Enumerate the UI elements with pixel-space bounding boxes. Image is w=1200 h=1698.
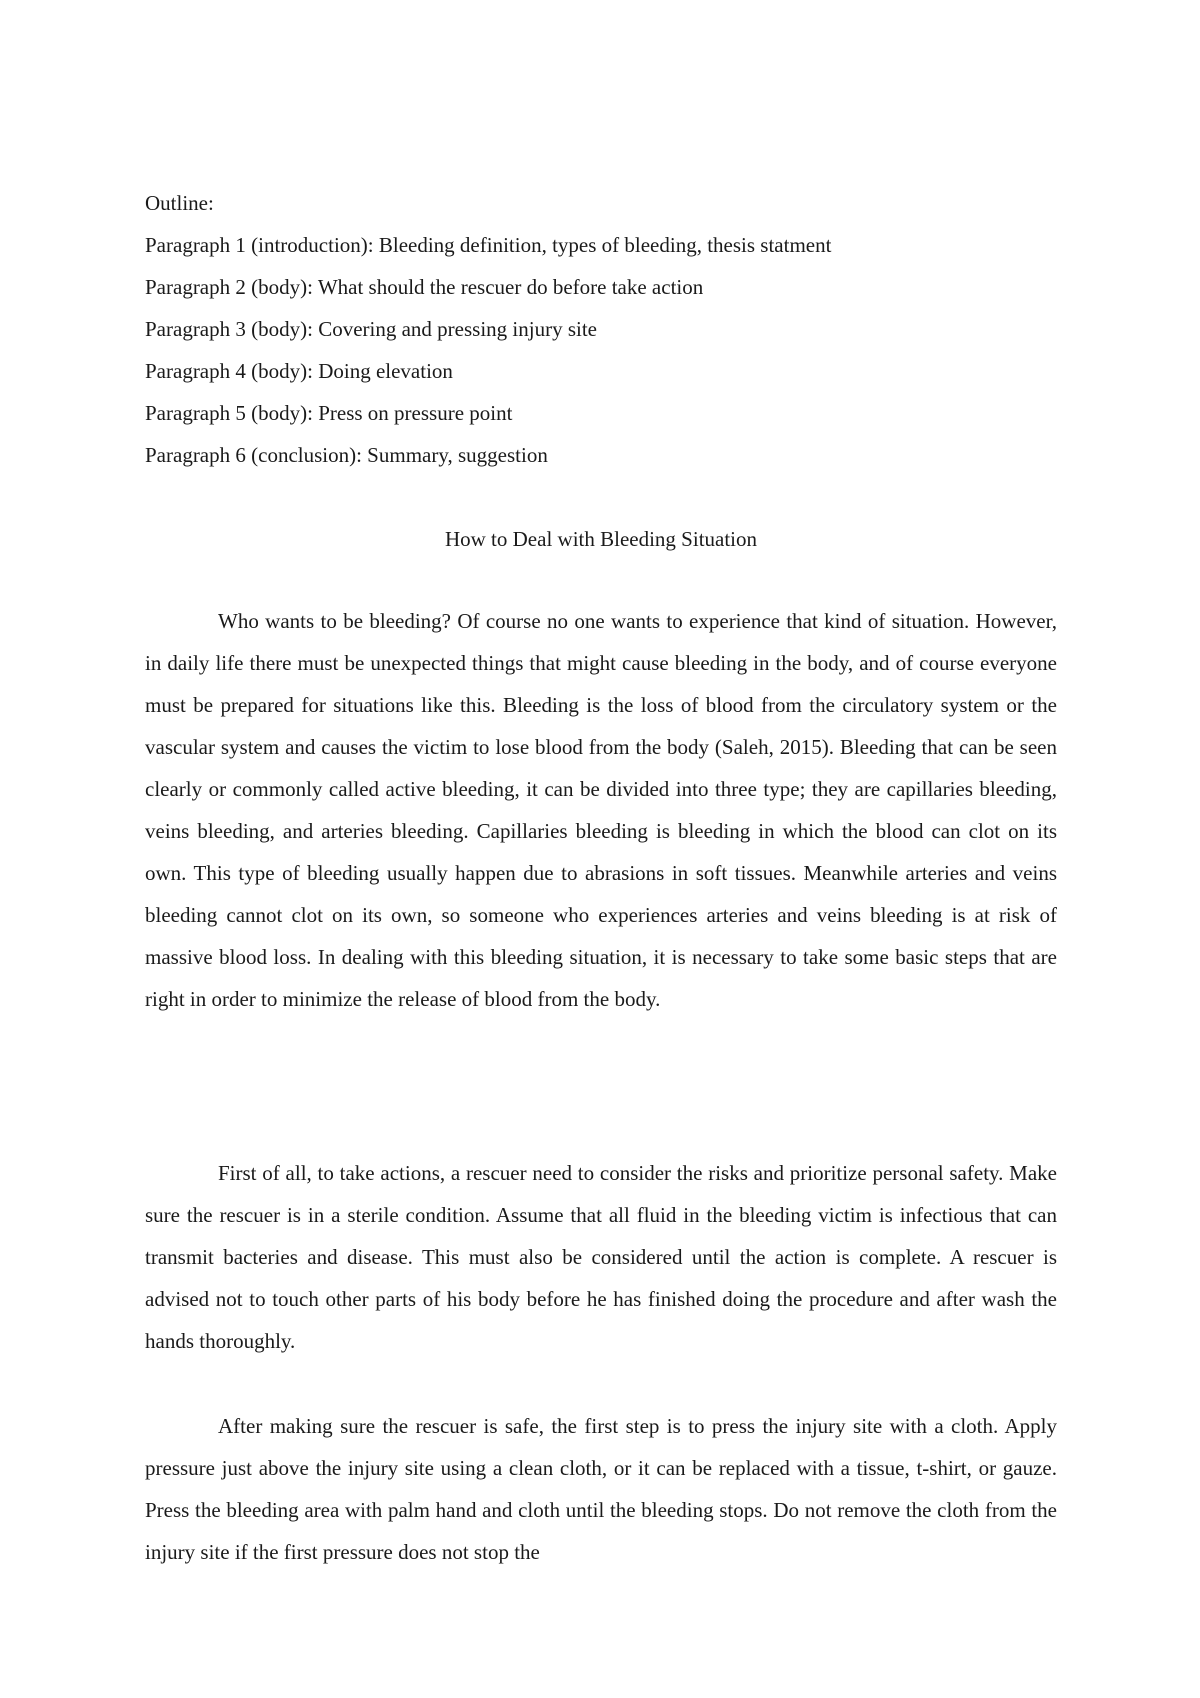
outline-item: Paragraph 3 (body): Covering and pressing injury site [145,317,597,341]
document-title: How to Deal with Bleeding Situation [444,527,758,551]
outline-section [145,182,1065,476]
body-paragraph-introduction: Who wants to be bleeding? Of course no one wants to experience that kind of situation. However, in daily life there must be unexpected things that might cause bleeding in the body, and of course everyone must be prepared for situations like this. Bleeding is the loss of blood from the circulatory system or the vascular system and causes the victim to lose blood from the body (Saleh, 2015). Bleeding that can be seen clearly or commonly called active bleeding, it can be divided into three type; they are capillaries bleeding, veins bleeding, and arteries bleeding. Capillaries bleeding is bleeding in which the blood can clot on its own. This type of bleeding usually happen due to abrasions in soft tissues. Meanwhile arteries and veins bleeding cannot clot on its own, so someone who experiences arteries and veins bleeding is at risk of massive blood loss. In dealing with this bleeding situation, it is necessary to take some basic steps that are right in order to minimize the release of blood from the body. [145,609,1057,1011]
outline-item: Paragraph 4 (body): Doing elevation [145,359,453,383]
outline-heading: Outline: [145,191,214,215]
body-paragraph-safety: First of all, to take actions, a rescuer need to consider the risks and prioritize personal safety. Make sure the rescuer is in a sterile condition. Assume that all fluid in the bleeding victim is infectious that can transmit bacteries and disease. This must also be considered until the action is complete. A rescuer is advised not to touch other parts of his body before he has finished doing the procedure and after wash the hands thoroughly. [145,1161,1057,1353]
outline-item: Paragraph 6 (conclusion): Summary, suggestion [145,443,548,467]
outline-item: Paragraph 2 (body): What should the rescuer do before take action [145,275,704,299]
outline-item: Paragraph 5 (body): Press on pressure point [145,401,513,425]
body-paragraph-pressure: After making sure the rescuer is safe, the first step is to press the injury site with a cloth. Apply pressure just above the injury site using a clean cloth, or it can be replaced with a tissue, t-shirt, or gauze. Press the bleeding area with palm hand and cloth until the bleeding stops. Do not remove the cloth from the injury site if the first pressure does not stop the [145,1414,1057,1564]
outline-item: Paragraph 1 (introduction): Bleeding definition, types of bleeding, thesis statment [145,233,832,257]
